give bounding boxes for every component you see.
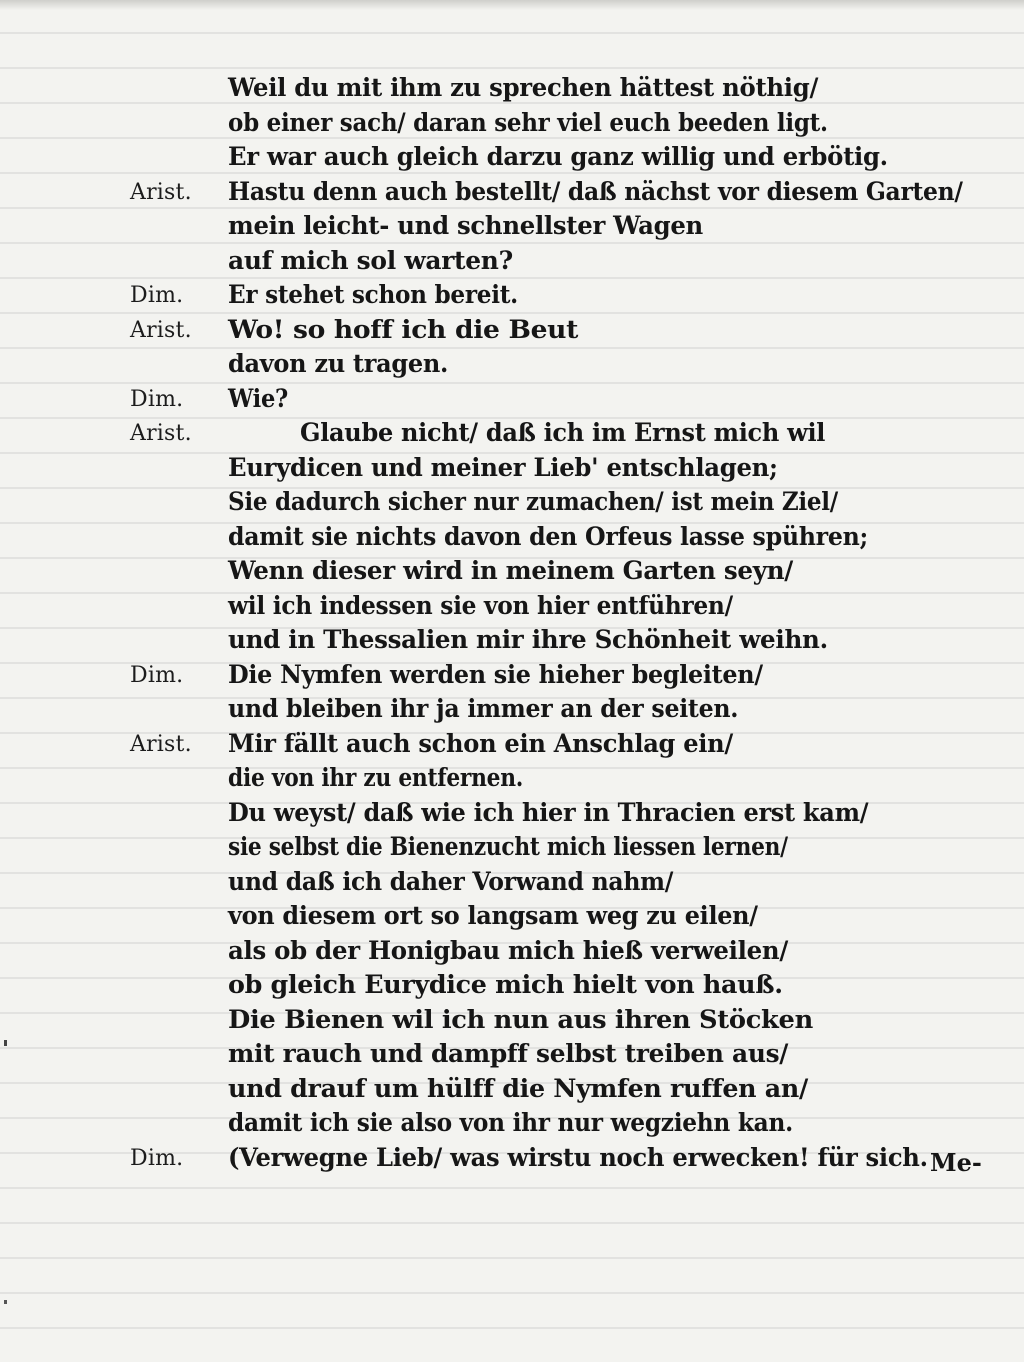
verse-line [0, 1107, 1024, 1141]
verse-text: und in Thessalien mir ihre Schönheit weihn. [228, 625, 828, 654]
speaker-label: Dim. [130, 662, 184, 688]
verse-text: und drauf um hülff die Nymfen ruffen an/ [228, 1073, 808, 1103]
speaker-label: Dim. [130, 386, 184, 412]
verse-text: als ob der Honigbau mich hieß verweilen/ [228, 935, 788, 965]
verse-text: Die Bienen wil ich nun aus ihren Stöcken [228, 1004, 813, 1034]
verse-text: Sie dadurch sicher nur zumachen/ ist mein Ziel/ [228, 487, 838, 516]
speaker-label: Arist. [130, 317, 192, 343]
verse-text: damit ich sie also von ihr nur wegziehn kan. [228, 1108, 793, 1137]
verse-line [0, 1038, 1024, 1072]
verse-text: Wo! so hoff ich die Beut [228, 314, 579, 344]
verse-line [0, 452, 1024, 486]
verse-text: (Verwegne Lieb/ was wirstu noch erwecken! für sich. [228, 1142, 928, 1172]
verse-text: Er war auch gleich darzu ganz willig und erbötig. [228, 142, 888, 171]
verse-text: wil ich indessen sie von hier entführen/ [228, 590, 733, 620]
verse-line [0, 935, 1024, 969]
verse-line [0, 314, 1024, 348]
verse-text: Wie? [228, 383, 288, 413]
verse-line [0, 969, 1024, 1003]
verse-line [0, 831, 1024, 865]
verse-text: Wenn dieser wird in meinem Garten seyn/ [228, 556, 793, 585]
verse-line [0, 762, 1024, 796]
verse-line [0, 866, 1024, 900]
speaker-label: Dim. [130, 283, 184, 308]
verse-line [0, 624, 1024, 658]
verse-text: ob gleich Eurydice mich hielt von hauß. [228, 970, 783, 999]
verse-text: auf mich sol warten? [228, 245, 513, 275]
verse-line [0, 693, 1024, 727]
speaker-label: Arist. [130, 421, 192, 446]
verse-text: Er stehet schon bereit. [228, 280, 518, 309]
verse-text: mein leicht- und schnellster Wagen [228, 211, 703, 240]
verse-text: ob einer sach/ daran sehr viel euch beeden ligt. [228, 107, 828, 137]
catchword: Me- [930, 1148, 982, 1177]
speaker-label: Arist. [130, 179, 192, 205]
verse-text: davon zu tragen. [228, 349, 449, 378]
verse-text: Die Nymfen werden sie hieher begleiten/ [228, 659, 763, 689]
verse-line [0, 245, 1024, 279]
verse-line [0, 141, 1024, 175]
verse-line [0, 659, 1024, 693]
verse-line [0, 728, 1024, 762]
verse-text: damit sie nichts davon den Orfeus lasse spühren; [228, 521, 868, 551]
verse-line [0, 900, 1024, 934]
verse-text: Eurydicen und meiner Lieb' entschlagen; [228, 452, 778, 482]
verse-line [0, 486, 1024, 520]
verse-text: Du weyst/ daß wie ich hier in Thracien erst kam/ [228, 797, 869, 827]
verse-text: Mir fällt auch schon ein Anschlag ein/ [228, 728, 733, 758]
verse-line [0, 383, 1024, 417]
verse-line [0, 176, 1024, 210]
verse-line [0, 590, 1024, 624]
speaker-label: Arist. [130, 731, 192, 757]
verse-text: und bleiben ihr ja immer an der seiten. [228, 694, 739, 723]
verse-text: von diesem ort so langsam weg zu eilen/ [228, 901, 758, 930]
verse-line [0, 279, 1024, 313]
verse-line [0, 1073, 1024, 1107]
verse-text: Weil du mit ihm zu sprechen hättest nöthig/ [228, 73, 819, 102]
verse-line [0, 797, 1024, 831]
verse-line [0, 348, 1024, 382]
verse-line [0, 1142, 1024, 1176]
verse-line [0, 417, 1024, 451]
verse-line [0, 555, 1024, 589]
speaker-label: Dim. [130, 1145, 184, 1171]
verse-line [0, 210, 1024, 244]
verse-line [0, 521, 1024, 555]
verse-text: Hastu denn auch bestellt/ daß nächst vor diesem Garten/ [228, 176, 963, 206]
verse-text: die von ihr zu entfernen. [228, 763, 524, 792]
verse-text: und daß ich daher Vorwand nahm/ [228, 866, 674, 896]
verse-line [0, 72, 1024, 106]
verse-text: Glaube nicht/ daß ich im Ernst mich wil [300, 418, 826, 447]
verse-line [0, 1004, 1024, 1038]
verse-text: mit rauch und dampff selbst treiben aus/ [228, 1039, 789, 1068]
verse-line [0, 107, 1024, 141]
verse-text: sie selbst die Bienenzucht mich liessen lernen/ [228, 832, 788, 861]
